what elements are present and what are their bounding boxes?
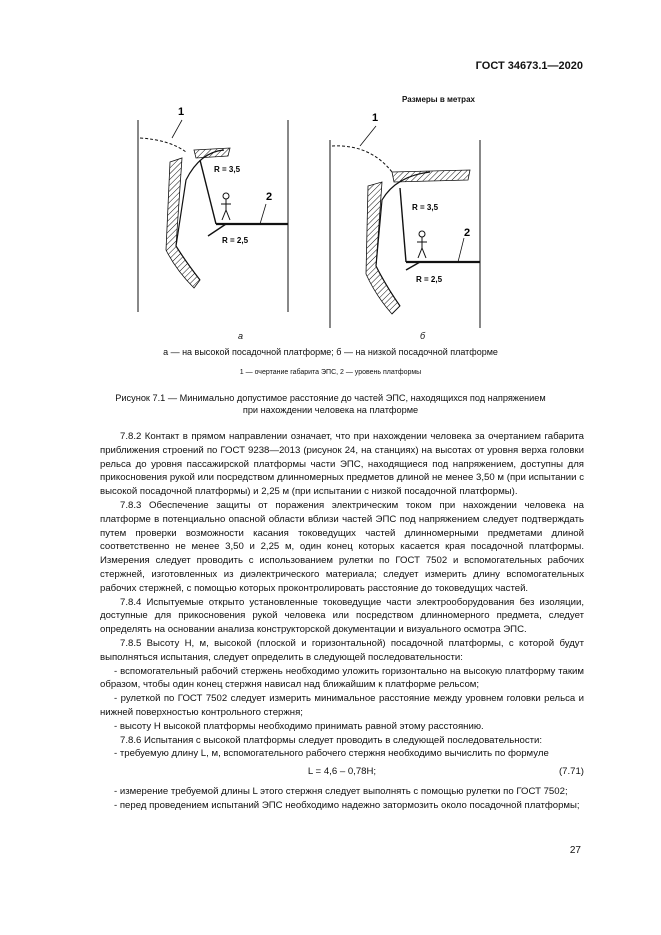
list-item: - вспомогательный рабочий стержень необходимо уложить горизонтально на высокую платформу таким образом, чтобы один конец стержня нависал над ближайшим к платформе рельсом; xyxy=(100,665,584,691)
units-note: Размеры в метрах xyxy=(402,95,475,104)
figure-a-drawing xyxy=(138,106,288,312)
formula-number: (7.71) xyxy=(558,766,584,778)
figure-title-line-2: при нахождении человека на платформе xyxy=(242,405,419,415)
figure-title-line-1: Рисунок 7.1 — Минимально допустимое расстояние до частей ЭПС, находящихся под напряжением xyxy=(115,393,546,403)
person-icon-b xyxy=(417,231,427,258)
person-icon-a xyxy=(221,193,231,220)
radius-small-b: R = 2,5 xyxy=(416,275,443,284)
list-item: - высоту Н высокой платформы необходимо принимать равной этому расстоянию. xyxy=(114,720,484,732)
figure-legend: 1 — очертание габарита ЭПС, 2 — уровень платформы xyxy=(239,369,422,376)
figure-title xyxy=(100,392,561,416)
callout-1-a: 1 xyxy=(178,106,185,118)
callout-1-b: 1 xyxy=(372,112,379,124)
formula-row xyxy=(100,763,584,783)
clearance-figure xyxy=(130,100,490,330)
list-item: - перед проведением испытаний ЭПС необходимо надежно затормозить около посадочной платформы; xyxy=(114,799,580,811)
radius-large-b: R = 3,5 xyxy=(412,203,439,212)
subfigure-label-b: б xyxy=(420,331,426,341)
document-header: ГОСТ 34673.1—2020 xyxy=(475,60,583,72)
paragraph-7-8-2: 7.8.2 Контакт в прямом направлении означает, что при нахождении человека за очертанием габарита приближения строений по ГОСТ 9238—2013 (рисунок 24, на станциях) на высотах от уровня верха головки рельса до уровня пассажирской платформы части ЭПС, находящиеся под напряжением, доступны для прикосновения рукой или посредством длинномерных предметов длиной не менее 3,50 м (при испытании с высокой посадочной платформы) и 2,25 м (при испытании с низкой посадочной платформы). xyxy=(100,431,584,498)
subfigure-label-a: а xyxy=(238,331,244,341)
list-item: - требуемую длину L, м, вспомогательного рабочего стержня необходимо вычислить по формуле xyxy=(114,748,549,760)
paragraph-7-8-3: 7.8.3 Обеспечение защиты от поражения электрическим током при нахождении человека на платформе в потенциально опасной области вблизи частей ЭПС под напряжением следует подтверждать путем проверки возможности касания токоведущих частей длинномерными предметами длиной соответственно не менее 3,50 и 2,25 м, один конец которых касается края посадочной платформы. Измерения следует проводить с использованием рулетки по ГОСТ 7502 и вспомогательных рабочих стержней, изготовленных из диэлектрического материала; следует измерить длину вспомогательных рабочих стержней, с помощью которых проконтролировать расстояние до токоведущих частей. xyxy=(100,499,584,594)
paragraph-7-8-5: 7.8.5 Высоту Н, м, высокой (плоской и горизонтальной) посадочной платформы, с которой будут выполняться испытания, следует определить в следующей последовательности: xyxy=(100,637,584,663)
figure-b-drawing xyxy=(330,112,480,328)
paragraph-7-8-4: 7.8.4 Испытуемые открыто установленные токоведущие части электрооборудования без изоляции, доступные для прикосновения рукой человека или посредством длинномерного предмета, следует определять на основании анализа конструкторской документации и визуального осмотра ЭПС. xyxy=(100,596,584,636)
radius-large-a: R = 3,5 xyxy=(214,165,241,174)
radius-small-a: R = 2,5 xyxy=(222,236,249,245)
callout-2-b: 2 xyxy=(464,227,471,239)
paragraph-7-8-6: 7.8.6 Испытания с высокой платформы следует проводить в следующей последовательности: xyxy=(120,734,543,746)
page-number: 27 xyxy=(569,845,581,856)
body-text xyxy=(100,430,584,813)
list-item: - измерение требуемой длины L этого стержня следует выполнять с помощью рулетки по ГОСТ 7502; xyxy=(114,786,568,798)
callout-2-a: 2 xyxy=(266,191,273,203)
subfigure-caption: а — на высокой посадочной платформе; б — на низкой посадочной платформе xyxy=(163,347,498,357)
list-item: - рулеткой по ГОСТ 7502 следует измерить минимальное расстояние между уровнем головки рельса и нижней поверхностью контрольного стержня; xyxy=(100,693,584,718)
formula-expression: L = 4,6 – 0,78H; xyxy=(307,766,377,778)
